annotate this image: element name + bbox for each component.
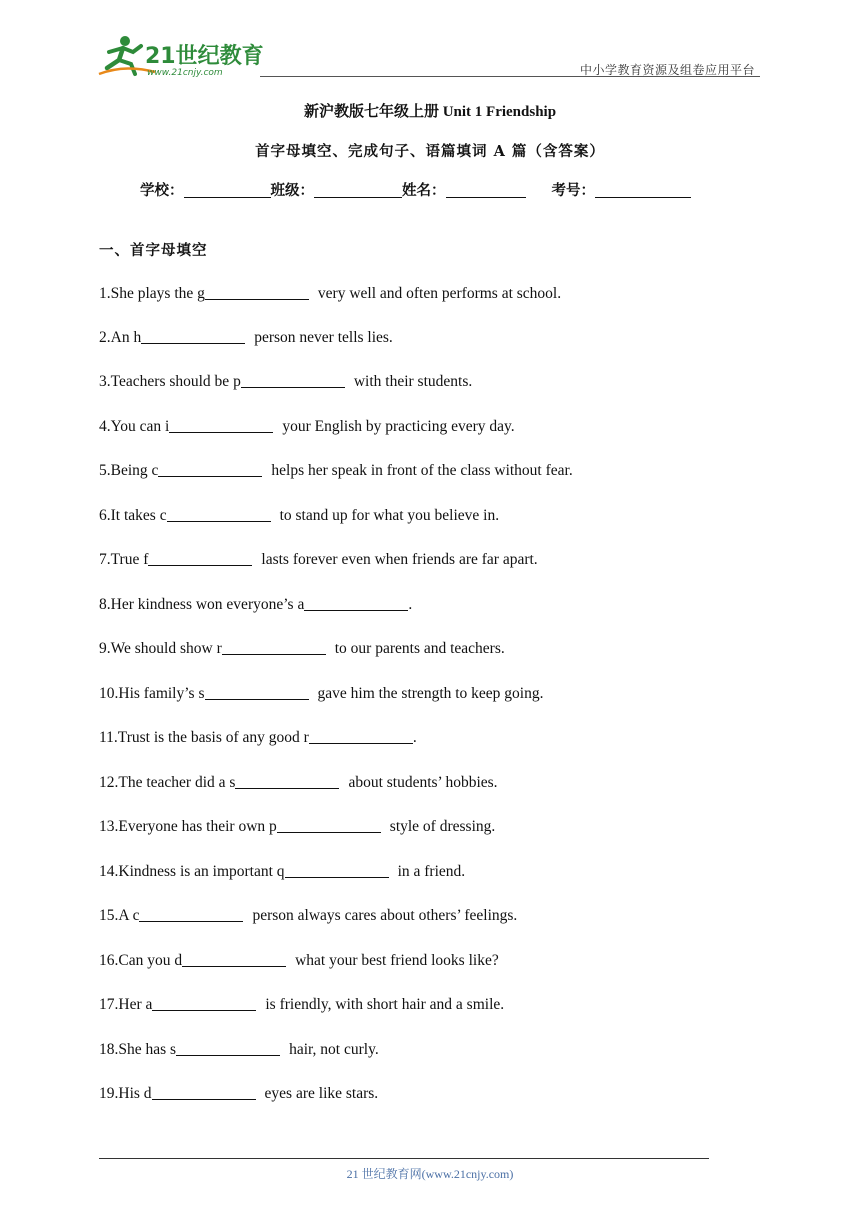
question-text-before: 3.Teachers should be p	[99, 373, 241, 390]
question-item	[99, 1041, 379, 1059]
question-item	[99, 1085, 378, 1103]
question-item	[99, 774, 498, 792]
question-item	[99, 462, 573, 480]
question-item	[99, 952, 499, 970]
question-item	[99, 996, 504, 1014]
question-text-after: in a friend.	[397, 863, 466, 880]
question-item	[99, 551, 538, 569]
question-text-before: 6.It takes c	[99, 507, 167, 524]
question-text-before: 10.His family’s s	[99, 685, 205, 702]
answer-blank[interactable]	[152, 1086, 256, 1100]
question-item	[99, 596, 412, 614]
question-item	[99, 507, 499, 525]
question-text-after: helps her speak in front of the class without fear.	[271, 462, 573, 479]
school-label: 学校：	[140, 182, 184, 199]
question-text-after: .	[412, 729, 417, 746]
question-text-after: very well and often performs at school.	[317, 285, 562, 302]
question-item	[99, 685, 544, 703]
name-label: 姓名：	[402, 182, 446, 199]
answer-blank[interactable]	[205, 286, 309, 300]
answer-blank[interactable]	[152, 997, 256, 1011]
question-text-after: eyes are like stars.	[264, 1085, 379, 1102]
question-text-after: .	[408, 596, 413, 613]
exam-number-label: 考号：	[551, 182, 595, 199]
question-text-before: 11.Trust is the basis of any good r	[99, 729, 309, 746]
question-text-before: 18.She has s	[99, 1041, 177, 1058]
header-divider	[260, 76, 760, 77]
footer-divider	[99, 1158, 709, 1159]
question-text-after: to our parents and teachers.	[334, 640, 505, 657]
answer-blank[interactable]	[222, 641, 326, 655]
question-text-before: 7.True f	[99, 551, 149, 568]
question-text-after: lasts forever even when friends are far apart.	[261, 551, 538, 568]
question-text-before: 15.A c	[99, 907, 140, 924]
question-text-before: 17.Her a	[99, 996, 153, 1013]
answer-blank[interactable]	[139, 908, 243, 922]
question-text-before: 4.You can i	[99, 418, 170, 435]
answer-blank[interactable]	[176, 1042, 280, 1056]
logo	[95, 34, 265, 78]
question-text-before: 2.An h	[99, 329, 142, 346]
question-text-after: with their students.	[353, 373, 473, 390]
question-item	[99, 640, 505, 658]
question-text-before: 16.Can you d	[99, 952, 183, 969]
class-label: 班级：	[270, 182, 314, 199]
question-item	[99, 729, 417, 747]
student-info-fields	[140, 179, 691, 200]
answer-blank[interactable]	[148, 552, 252, 566]
question-text-before: 19.His d	[99, 1085, 152, 1102]
answer-blank[interactable]	[169, 419, 273, 433]
answer-blank[interactable]	[304, 597, 408, 611]
question-text-before: 5.Being c	[99, 462, 159, 479]
answer-blank[interactable]	[309, 730, 413, 744]
question-text-before: 1.She plays the g	[99, 285, 205, 302]
question-item	[99, 907, 517, 925]
question-text-after: hair, not curly.	[289, 1041, 379, 1058]
question-text-after: gave him the strength to keep going.	[317, 685, 544, 702]
question-text-after: what your best friend looks like?	[295, 952, 499, 969]
document-title: 新沪教版七年级上册 Unit 1 Friendship	[303, 104, 557, 120]
question-item	[99, 818, 495, 836]
answer-blank[interactable]	[182, 953, 286, 967]
answer-blank[interactable]	[205, 686, 309, 700]
section-title: 一、首字母填空	[99, 242, 208, 259]
answer-blank[interactable]	[158, 463, 262, 477]
question-item	[99, 329, 393, 347]
question-text-before: 9.We should show r	[99, 640, 222, 657]
platform-label: 中小学教育资源及组卷应用平台	[579, 63, 755, 77]
question-text-after: person never tells lies.	[254, 329, 393, 346]
answer-blank[interactable]	[141, 330, 245, 344]
runner-logo-icon	[95, 34, 265, 78]
answer-blank[interactable]	[167, 508, 271, 522]
page-header	[95, 30, 760, 80]
question-item	[99, 418, 515, 436]
question-text-before: 8.Her kindness won everyone’s a	[99, 596, 305, 613]
question-text-after: style of dressing.	[389, 818, 496, 835]
answer-blank[interactable]	[235, 775, 339, 789]
exam-number-field[interactable]	[595, 184, 691, 198]
question-text-after: is friendly, with short hair and a smile.	[265, 996, 505, 1013]
question-text-after: your English by practicing every day.	[282, 418, 515, 435]
answer-blank[interactable]	[277, 819, 381, 833]
question-text-before: 13.Everyone has their own p	[99, 818, 277, 835]
answer-blank[interactable]	[241, 374, 345, 388]
question-text-before: 12.The teacher did a s	[99, 774, 236, 791]
question-text-before: 14.Kindness is an important q	[99, 863, 285, 880]
name-field[interactable]	[446, 184, 526, 198]
answer-blank[interactable]	[285, 864, 389, 878]
footer-link[interactable]: 21 世纪教育网(www.21cnjy.com)	[346, 1167, 514, 1181]
question-item	[99, 373, 472, 391]
school-field[interactable]	[184, 184, 271, 198]
logo-url: www.21cnjy.com	[147, 68, 223, 78]
question-text-after: to stand up for what you believe in.	[279, 507, 500, 524]
logo-title: 21世纪教育	[145, 44, 264, 69]
question-item	[99, 285, 561, 303]
document-subtitle: 首字母填空、完成句子、语篇填词 A 篇（含答案）	[255, 143, 605, 160]
question-text-after: person always cares about others’ feelings.	[252, 907, 518, 924]
class-field[interactable]	[314, 184, 402, 198]
question-text-after: about students’ hobbies.	[348, 774, 498, 791]
question-item	[99, 863, 465, 881]
